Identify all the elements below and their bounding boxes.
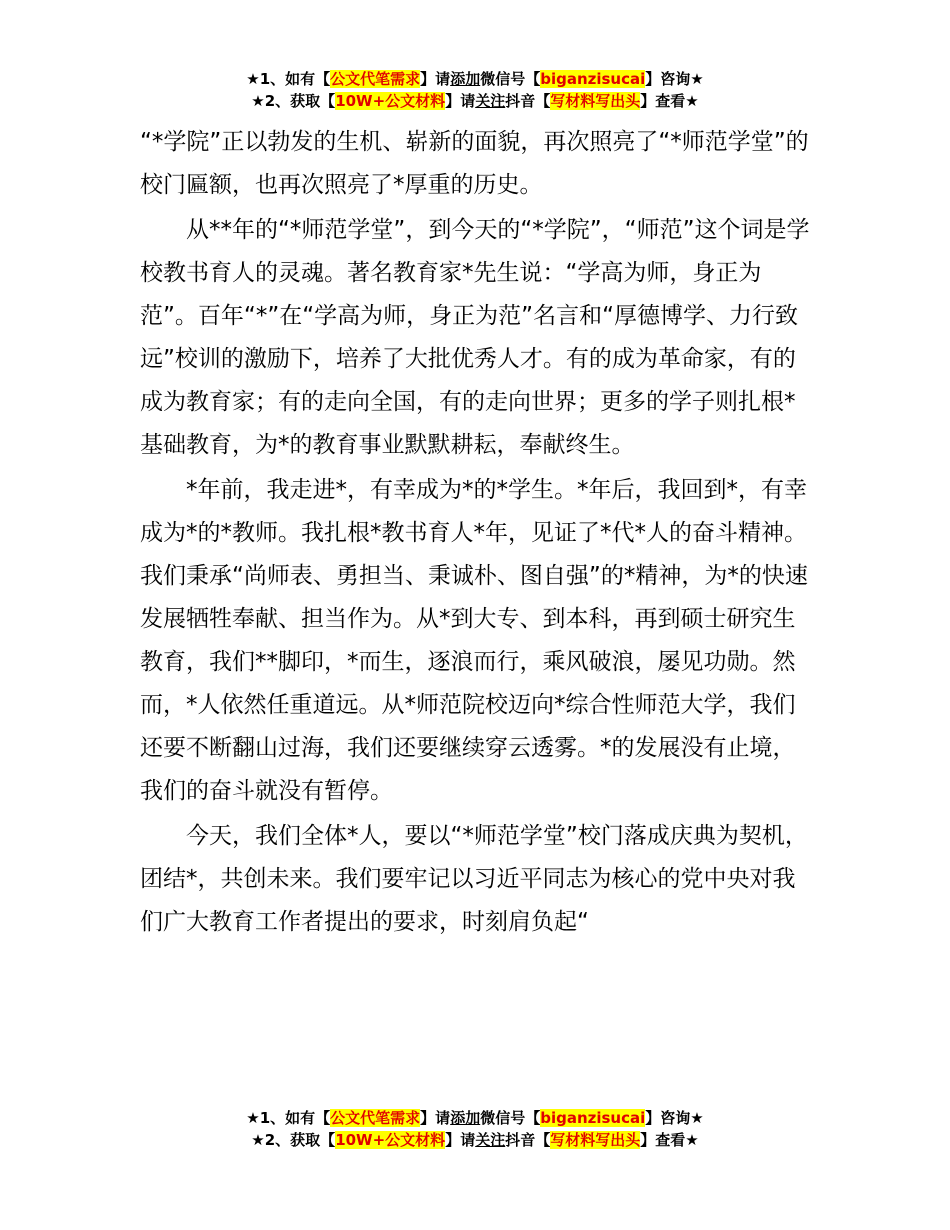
banner-line-1 xyxy=(0,1107,950,1129)
header-banner xyxy=(0,68,950,112)
banner-text: ★1、如有【 xyxy=(246,1109,331,1127)
banner-wechat-id: biganzisucai xyxy=(540,1109,646,1127)
banner-text: 】请 xyxy=(445,92,476,110)
banner-line-1 xyxy=(0,68,950,90)
banner-highlight: 公文代笔需求 xyxy=(330,1109,421,1127)
banner-text: ★2、获取【 xyxy=(251,92,336,110)
banner-text: 抖音【 xyxy=(505,1131,551,1149)
banner-text: 抖音【 xyxy=(505,92,551,110)
banner-text: 】查看★ xyxy=(640,92,699,110)
banner-underline: 关注 xyxy=(475,92,506,110)
banner-line-2 xyxy=(0,90,950,112)
banner-text: 】请 xyxy=(420,1109,451,1127)
banner-text: 】请 xyxy=(420,70,451,88)
banner-highlight: 10W+公文材料 xyxy=(335,92,446,110)
banner-highlight: 公文代笔需求 xyxy=(330,70,421,88)
banner-underline: 添加 xyxy=(450,1109,481,1127)
banner-highlight: 写材料写出头 xyxy=(550,1131,641,1149)
banner-text: 】请 xyxy=(445,1131,476,1149)
banner-text: ★2、获取【 xyxy=(251,1131,336,1149)
banner-line-2 xyxy=(0,1129,950,1151)
paragraph: “*学院”正以勃发的生机、崭新的面貌，再次照亮了“*师范学堂”的校门匾额，也再次照亮了*厚重的历史。 xyxy=(140,129,809,198)
footer-banner xyxy=(0,1107,950,1151)
document-body xyxy=(140,121,812,944)
banner-wechat-id: biganzisucai xyxy=(540,70,646,88)
banner-underline: 关注 xyxy=(475,1131,506,1149)
banner-underline: 添加 xyxy=(450,70,481,88)
banner-text: 微信号【 xyxy=(480,70,541,88)
paragraph: 从**年的“*师范学堂”，到今天的“*学院”，“师范”这个词是学校教书育人的灵魂。著名教育家*先生说：“学高为师，身正为范”。百年“*”在“学高为师，身正为范”名言和“厚德博学、力行致远”校训的激励下，培养了大批优秀人才。有的成为革命家，有的成为教育家；有的走向全国，有的走向世界；更多的学子则扎根*基础教育，为*的教育事业默默耕耘，奉献终生。 xyxy=(140,217,810,458)
paragraph: 今天，我们全体*人，要以“*师范学堂”校门落成庆典为契机，团结*，共创未来。我们要牢记以习近平同志为核心的党中央对我们广大教育工作者提出的要求，时刻肩负起“ xyxy=(140,823,808,935)
paragraph: *年前，我走进*，有幸成为*的*学生。*年后，我回到*，有幸成为*的*教师。我扎根*教书育人*年，见证了*代*人的奋斗精神。我们秉承“尚师表、勇担当、秉诚朴、图自强”的*精神，为*的快速发展牺牲奉献、担当作为。从*到大专、到本科，再到硕士研究生教育，我们**脚印，*而生，逐浪而行，乘风破浪，屡见功勋。然而，*人依然任重道远。从*师范院校迈向*综合性师范大学，我们还要不断翻山过海，我们还要继续穿云透雾。*的发展没有止境，我们的奋斗就没有暂停。 xyxy=(140,477,808,804)
banner-text: ★1、如有【 xyxy=(246,70,331,88)
banner-highlight: 写材料写出头 xyxy=(550,92,641,110)
banner-text: 】咨询★ xyxy=(645,70,704,88)
banner-text: 】查看★ xyxy=(640,1131,699,1149)
banner-text: 微信号【 xyxy=(480,1109,541,1127)
banner-highlight: 10W+公文材料 xyxy=(335,1131,446,1149)
banner-text: 】咨询★ xyxy=(645,1109,704,1127)
